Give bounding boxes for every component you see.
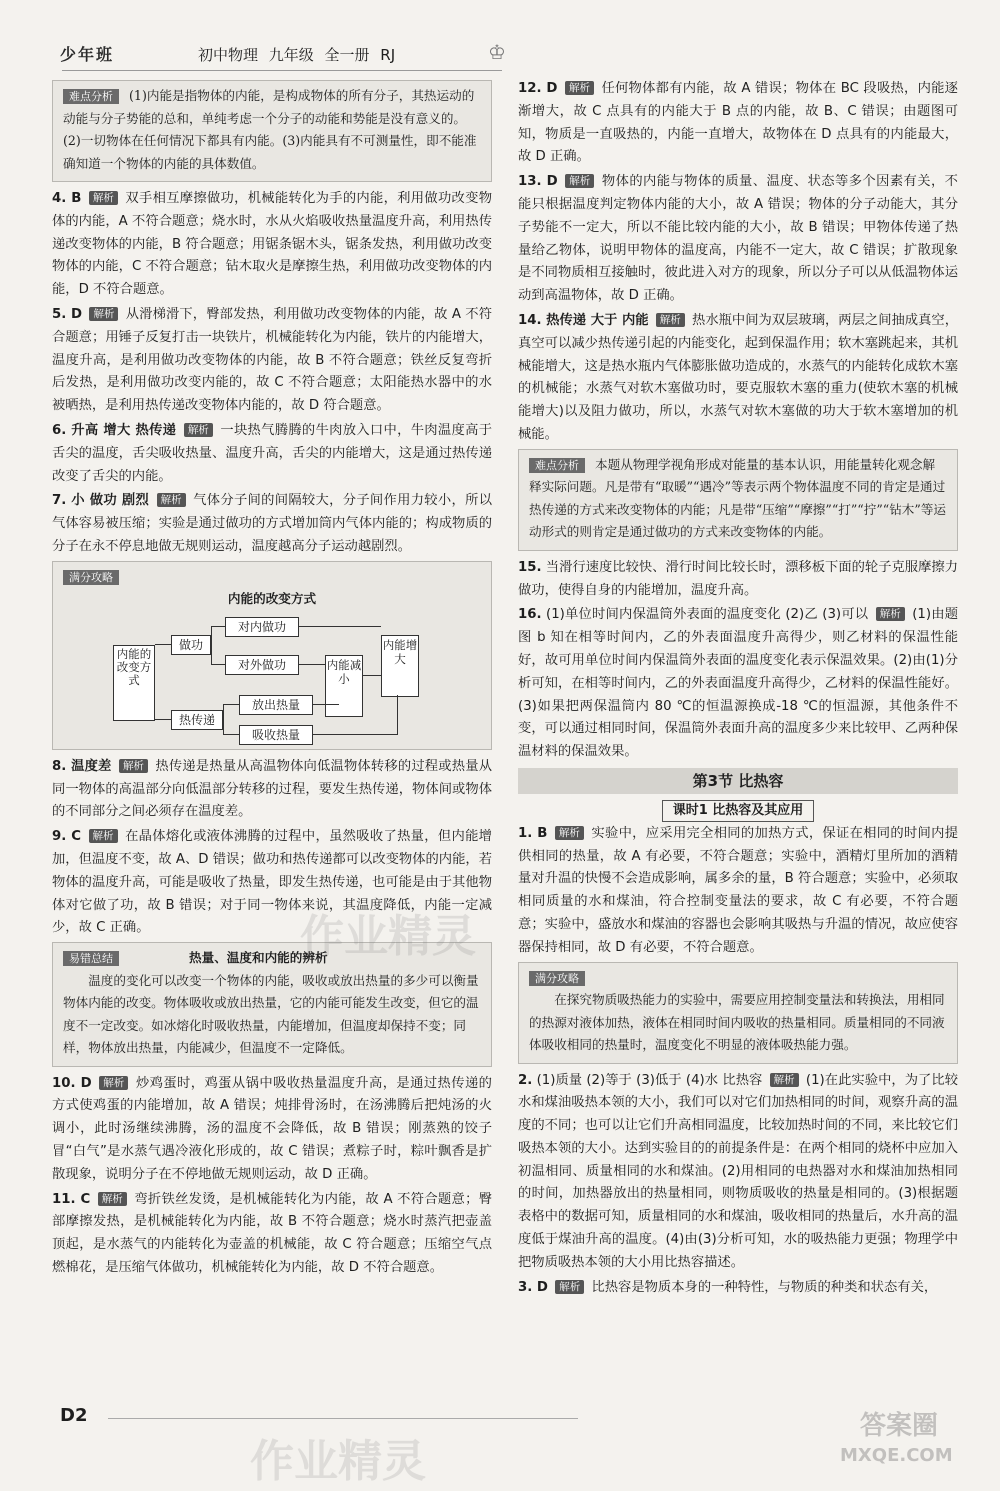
lesson-title: 课时1 比热容及其应用 [662, 800, 815, 822]
answer-number: 6. 升高 增大 热传递 [52, 422, 177, 438]
answer-number: 4. B [52, 191, 82, 206]
answer-text: 在晶体熔化或液体沸腾的过程中，虽然吸收了热量，但内能增加，但温度不变，故 A、D 错误；做功和热传递都可以改变物体的内能，若物体的温度升高，可能是吸收了热量，即发生热传递，也可能是由于其他物体对它做了功，故 B 错误；对于同一物体来说，其温度降低，内能一定减少，故 C 正确。 [52, 829, 492, 936]
answer-item [52, 490, 492, 558]
box-label: 满分攻略 [63, 570, 119, 585]
answer-item [52, 188, 492, 302]
box-text: (1)内能是指物体的内能，是构成物体的所有分子，其热运动的动能与分子势能的总和，单纯考虑一个分子的动能和势能是没有意义的。(2)一切物体在任何情况下都具有内能。(3)内能具有不可测量性，即不能准确知道一个物体的内能的具体数值。 [63, 88, 477, 171]
page-header [60, 40, 520, 74]
analysis-tag: 解析 [876, 607, 905, 621]
answer-text: 热水瓶中间为双层玻璃，两层之间抽成真空，真空可以减少热传递引起的内能变化，起到保温作用；软木塞跳起来，其机械能增大，这是热水瓶内气体膨胀做功造成的，水蒸气的内能转化成软木塞的机械能；水蒸气对软木塞做功时，要克服软木塞的重力(使软木塞的机械能增大)以及阻力做功，所以，水蒸气对软木塞做的功大于软木塞增加的机械能。 [518, 312, 958, 442]
page-number: D2 [60, 1405, 88, 1426]
answer-text: 实验中，应采用完全相同的加热方式，保证在相同的时间内提供相同的热量，故 A 有必要，不符合题意；实验中，酒精灯里所加的酒精量对升温的快慢不会造成影响，属多余的量，B 符合题意；实验中，必须取相同质量的水和煤油，符合控制变量法的要求，故 C 有必要，不符合题意；实验中，盛放水和煤油的容器也会影响其吸热与升温的情况，故应使容器保持相同，故 D 有必要，不符合题意。 [518, 825, 959, 955]
answer-item [518, 823, 958, 960]
box-label: 满分攻略 [529, 971, 585, 986]
answer-text: 弯折铁丝发烫，是机械能转化为内能，故 A 不符合题意；臀部摩擦发热，是机械能转化为内能，故 B 不符合题意；烧水时蒸汽把壶盖顶起，是水蒸气的内能转化为壶盖的机械能，故 C 符合题意；压缩空气点燃棉花，是压缩气体做功，机械能转化为内能，故 D 不符合题意。 [52, 1191, 492, 1275]
section-header [518, 768, 958, 823]
box-text: 在探究物质吸热能力的实验中，需要应用控制变量法和转换法，用相同的热源对液体加热，液体在相同时间内吸收的热量相同。质量相同的不同液体吸收相同的热量时，温度变化不明显的液体吸热能力强。 [529, 992, 945, 1052]
analysis-tag: 解析 [89, 829, 118, 843]
answer-number: 10. D [52, 1075, 92, 1091]
diagram-branch-work: 做功 [171, 635, 211, 655]
diagram-leaf: 对内做功 [225, 617, 299, 637]
diagram-branch-heat: 热传递 [171, 710, 223, 730]
box-label: 难点分析 [63, 89, 119, 104]
answer-item [52, 420, 492, 488]
watermark: 作业精灵 [250, 1436, 426, 1487]
answer-key: (1)质量 (2)等于 (3)低于 (4)水 比热容 [536, 1072, 763, 1088]
answer-number: 11. C [52, 1191, 91, 1207]
answer-number: 16. [518, 607, 542, 623]
answer-key: (1)单位时间内保温筒外表面的温度变化 (2)乙 (3)可以 [546, 607, 869, 623]
answer-number: 14. 热传递 大于 内能 [518, 312, 649, 328]
answer-number: 3. D [518, 1279, 548, 1295]
box-title: 热量、温度和内能的辨析 [189, 950, 328, 966]
answer-number: 2. [518, 1072, 533, 1088]
box-label: 难点分析 [529, 458, 585, 473]
diagram-result-decrease: 内能减小 [325, 655, 363, 717]
answer-text: 任何物体都有内能，故 A 错误；物体在 BC 段吸热，内能逐渐增大，故 C 点具有的内能大于 B 点的内能，故 B、C 错误；由题图可知，物质是一直吸热的，内能一直增大，故物体在 D 点具有的内能最大，故 D 正确。 [518, 81, 958, 165]
answer-item [518, 557, 958, 603]
answer-number: 12. D [518, 81, 558, 96]
answer-text: 一块热气腾腾的牛肉放入口中，牛肉温度高于舌尖的温度，舌尖吸收热量、温度升高，舌尖的内能增大，这是通过热传递改变了舌尖的内能。 [52, 422, 492, 484]
answer-text: 热传递是热量从高温物体向低温物体转移的过程或热量从同一物体的高温部分向低温部分转移的过程，要发生热传递，物体间或物体的不同部分之间必须存在温度差。 [52, 758, 492, 820]
strategy-box [518, 962, 958, 1064]
diagram-leaf: 对外做功 [225, 655, 299, 675]
answer-text: 双手相互摩擦做功，机械能转化为手的内能，利用做功改变物体的内能，A 不符合题意；烧水时，水从火焰吸收热量温度升高，利用热传递改变物体的内能，B 符合题意；用锯条锯木头，锯条发热，利用做功改变物体的内能，C 不符合题意；钻木取火是摩擦生热，利用做功改变物体的内能，D 不符合题意。 [52, 191, 493, 298]
watermark: 作业精灵 [300, 911, 476, 962]
box-text: 本题从物理学视角形成对能量的基本认识，用能量转化观念解释实际问题。凡是带有“取暖”“遇冷”等表示两个物体温度不同的肯定是通过热传递的方式来改变物体的内能；凡是带“压缩”“摩擦”“打”“拧”“钻木”等运动形式的则肯定是通过做功的方式来改变物体的内能。 [529, 456, 947, 540]
diagram-leaf: 放出热量 [239, 695, 313, 715]
answer-item [518, 604, 958, 764]
answer-number: 9. C [52, 829, 81, 845]
analysis-tag: 解析 [99, 1076, 128, 1090]
analysis-tag: 解析 [157, 493, 186, 507]
watermark-url: MXQE.COM [840, 1445, 953, 1466]
box-text: 温度的变化可以改变一个物体的内能，吸收或放出热量的多少可以衡量物体内能的改变。物体吸收或放出热量，它的内能可能发生改变，但它的温度不一定改变。如冰熔化时吸收热量，内能增加，但温度却保持不变；同样，物体放出热量，内能减少，但温度不一定降低。 [63, 972, 479, 1056]
answer-item [52, 756, 492, 824]
answer-text: 炒鸡蛋时，鸡蛋从锅中吸收热量温度升高，是通过热传递的方式使鸡蛋的内能增加，故 A 错误；炖排骨汤时，在汤沸腾后把炖汤的火调小，此时汤继续沸腾，汤的温度不会降低，故 B 错误；刚蒸熟的饺子冒“白气”是水蒸气遇冷液化形成的，故 C 错误；煮粽子时，粽叶飘香是扩散现象，说明分子在不停地做无规则运动，故 D 正确。 [52, 1075, 492, 1182]
section-title: 第3节 比热容 [518, 768, 958, 794]
analysis-tag: 解析 [89, 307, 118, 321]
answer-number: 15. [518, 559, 542, 575]
answer-item [518, 78, 958, 169]
analysis-tag: 解析 [770, 1073, 799, 1087]
analysis-tag: 解析 [89, 191, 118, 205]
answer-item [52, 1189, 492, 1280]
answer-item [518, 1277, 958, 1300]
answer-number: 5. D [52, 306, 83, 322]
diagram-root: 内能的改变方式 [113, 645, 155, 721]
analysis-tag: 解析 [119, 759, 148, 773]
analysis-tag: 解析 [555, 826, 584, 840]
answer-text: 当滑行速度比较快、滑行时间比较长时，漂移板下面的轮子克服摩擦力做功，使得自身的内能增加，温度升高。 [518, 559, 958, 598]
diagram-result-increase: 内能增大 [381, 635, 419, 697]
analysis-tag: 解析 [555, 1280, 584, 1294]
logo: 少年班 [60, 45, 115, 64]
analysis-tag: 解析 [656, 313, 685, 327]
answer-number: 7. 小 做功 剧烈 [52, 493, 150, 509]
answer-text: 物体的内能与物体的质量、温度、状态等多个因素有关，不能只根据温度判定物体内能的大小，故 A 错误；物体的分子动能大，其分子势能不一定大，所以不能比较内能的大小，故 B 错误；甲物体传递了热量给乙物体，说明甲物体的温度高，内能不一定大，故 C 错误；扩散现象是不同物质相互接触时，彼此进入对方的现象，所以分子可以从低温物体运动到高温物体，故 D 正确。 [518, 174, 958, 304]
answer-item [52, 1073, 492, 1187]
answer-item [518, 171, 958, 308]
box-label: 易错总结 [63, 951, 119, 966]
answer-item [518, 310, 958, 447]
difficulty-box [52, 80, 492, 182]
answer-number: 1. B [518, 825, 548, 841]
answer-text: 气体分子间的间隔较大，分子间作用力较小，所以气体容易被压缩；实验是通过做功的方式增加筒内气体内能的；构成物质的分子在永不停息地做无规则运动，温度越高分子运动越剧烈。 [52, 493, 492, 554]
watermark-logo: 答案圈 [860, 1411, 939, 1441]
answer-item [518, 1070, 958, 1275]
answer-number: 8. 温度差 [52, 758, 112, 774]
answer-text: (1)在此实验中，为了比较水和煤油吸热本领的大小，我们可以对它们加热相同的时间，观察升高的温度的不同；也可以让它们升高相同温度，比较加热时间的不同，来比较它们吸热本领的大小。达到实验目的的前提条件是：在两个相同的烧杯中应加入初温相同、质量相同的水和煤油。(2)用相同的电热器对水和煤油加热相同的时间，加热器放出的热量相同，则物质吸收的热量是相同的。(3)根据题表格中的数据可知，质量相同的水和煤油，吸收相同的热量后，水升高的温度低于煤油升高的温度。(4)由(3)分析可知，水的吸热能力更强；物理学中把物质吸热本领的大小用比热容描述。 [518, 1072, 959, 1270]
decoration-icon: ♔ [488, 40, 506, 64]
answer-text: 比热容是物质本身的一种特性，与物质的种类和状态有关， [591, 1279, 938, 1295]
left-column [52, 78, 492, 1282]
analysis-tag: 解析 [565, 174, 594, 188]
analysis-tag: 解析 [184, 423, 213, 437]
strategy-diagram-box [52, 561, 492, 750]
diagram-title: 内能的改变方式 [227, 591, 317, 607]
difficulty-box [518, 449, 958, 551]
answer-text: 从滑梯滑下，臀部发热，利用做功改变物体的内能，故 A 不符合题意；用锤子反复打击一块铁片，机械能转化为内能，铁片的内能增大，温度升高，是利用做功改变物体的内能，故 B 不符合题意；铁丝反复弯折后发热，是利用做功改变内能的，故 C 不符合题意；太阳能热水器中的水被晒热，是利用热传递改变物体内能的，故 D 符合题意。 [52, 306, 492, 414]
right-column [518, 78, 958, 1301]
diagram-leaf: 吸收热量 [239, 725, 313, 745]
concept-diagram [63, 615, 481, 745]
analysis-tag: 解析 [98, 1192, 127, 1206]
answer-item [52, 304, 492, 418]
header-title: 初中物理 九年级 全一册 RJ [198, 46, 396, 64]
answer-text: (1)由题图 b 知在相等时间内，乙的外表面温度升高得少，则乙材料的保温性能好，故可用单位时间内保温筒外表面的温度变化表示保温效果。(2)由(1)分析可知，在相等时间内，乙的外表面温度升高得少，乙材料的保温性能好。(3)如果把两保温筒内 80 ℃的恒温源换成-18 ℃的恒温源，其他条件不变，可以通过相同时间，保温筒外表面升高的温度多少来比较甲、乙两种保温材料的保温效果。 [518, 607, 959, 760]
analysis-tag: 解析 [565, 81, 594, 95]
header-divider [62, 70, 502, 71]
answer-number: 13. D [518, 174, 558, 190]
footer-divider [108, 1418, 578, 1419]
